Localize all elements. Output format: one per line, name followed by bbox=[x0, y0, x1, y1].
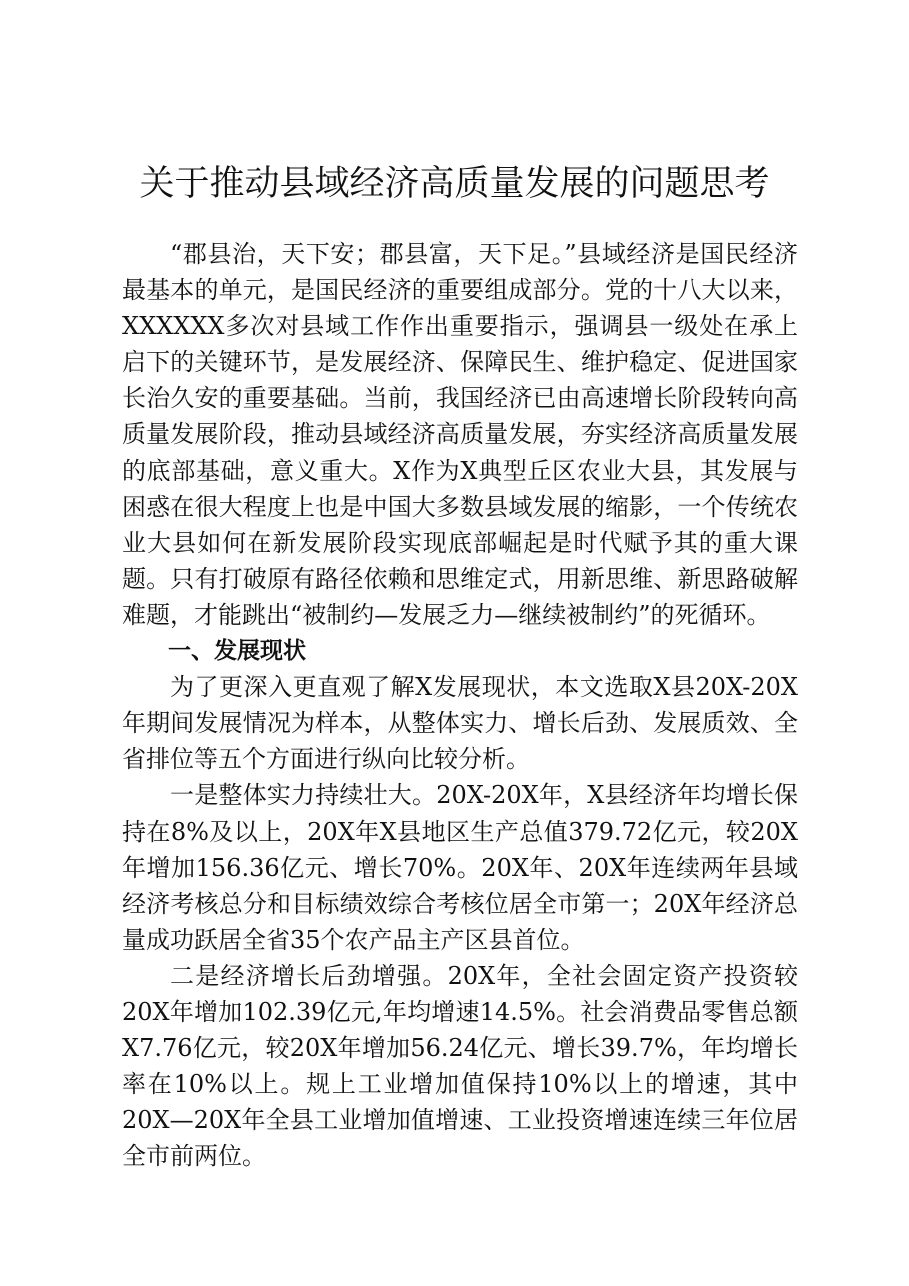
document-title: 关于推动县域经济高质量发展的问题思考 bbox=[139, 164, 770, 204]
section-paragraph-overview: 为了更深入更直观了解X发展现状，本文选取X县20X-20X年期间发展情况为样本，从整体实力、增长后劲、发展质效、全省排位等五个方面进行纵向比较分析。 bbox=[122, 673, 798, 774]
section-paragraph-growth: 二是经济增长后劲增强。20X年，全社会固定资产投资较20X年增加102.39亿元,年均增速14.5%。社会消费品零售总额X7.76亿元，较20X年增加56.24亿元、增长39.7%，年均增长率在10%以上。规上工业增加值保持10%以上的增速，其中20X—20X年全县工业增加值增速、工业投资增速连续三年位居全市前两位。 bbox=[122, 961, 798, 1171]
section-paragraph-strength: 一是整体实力持续壮大。20X-20X年，X县经济年均增长保持在8%及以上，20X年X县地区生产总值379.72亿元，较20X年增加156.36亿元、增长70%。20X年、20X年连续两年县域经济考核总分和目标绩效综合考核位居全市第一；20X年经济总量成功跃居全省35个农产品主产区县首位。 bbox=[122, 781, 798, 954]
intro-paragraph: “郡县治，天下安；郡县富，天下足。”县域经济是国民经济最基本的单元，是国民经济的重要组成部分。党的十八大以来，XXXXXX多次对县域工作作出重要指示，强调县一级处在承上启下的关键环节，是发展经济、保障民生、维护稳定、促进国家长治久安的重要基础。当前，我国经济已由高速增长阶段转向高质量发展阶段，推动县域经济高质量发展，夯实经济高质量发展的底部基础，意义重大。X作为X典型丘区农业大县，其发展与困惑在很大程度上也是中国大多数县域发展的缩影，一个传统农业大县如何在新发展阶段实现底部崛起是时代赋予其的重大课题。只有打破原有路径依赖和思维定式，用新思维、新思路破解难题，才能跳出“被制约—发展乏力—继续被制约”的死循环。 bbox=[122, 240, 798, 629]
document-body bbox=[122, 236, 798, 1174]
section-heading: 一、发展现状 bbox=[168, 638, 306, 665]
